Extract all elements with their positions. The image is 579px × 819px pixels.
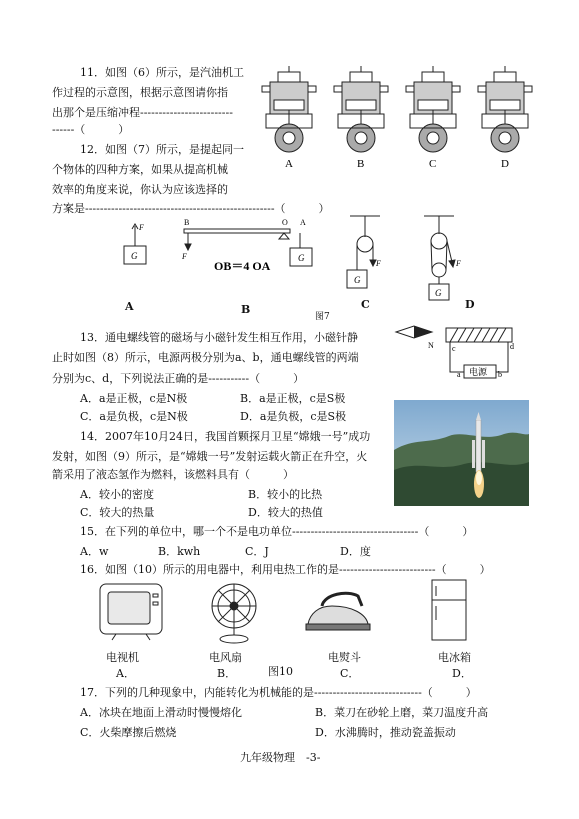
label-g-b: G (298, 253, 305, 263)
q15-option-a: A．w (80, 545, 109, 558)
fridge-drawing (432, 580, 466, 640)
appliances-figure (96, 578, 476, 646)
appliance-letter-c: C． (340, 667, 360, 680)
q14-option-b: B．较小的比热 (248, 488, 323, 501)
label-b-lever: B (184, 218, 190, 227)
solenoid-figure (392, 322, 526, 382)
rocket-launch-photo (394, 400, 529, 506)
label-f-d: F (456, 259, 461, 268)
q14-line-1: 14．2007年10月24日，我国首颗探月卫星“嫦娥一号”成功 (80, 430, 371, 443)
appliance-letter-b: B． (217, 667, 237, 680)
q13-option-c: C．a是负极，c是N极 (80, 410, 188, 423)
appliance-letter-d: D． (452, 667, 472, 680)
q14-option-c: C．较大的热量 (80, 506, 155, 519)
figure-7-caption: 图7 (315, 312, 330, 322)
q13-line-2: 止时如图（8）所示，电源两极分别为a、b，通电螺线管的两端 (52, 351, 359, 364)
q14-line-3: 箭采用了液态氢作为燃料，该燃料具有（ ） (52, 468, 294, 481)
q13-line-1: 13．通电螺线管的磁场与小磁针发生相互作用，小磁针静 (80, 331, 358, 344)
q17-option-a: A．冰块在地面上滑动时慢慢熔化 (80, 706, 242, 719)
lifting-schemes-figure (110, 212, 500, 320)
engine-label-a: A (285, 158, 293, 170)
q13-option-d: D．a是负极，c是S极 (240, 410, 347, 423)
tv-drawing (100, 584, 162, 640)
scheme-label-c: C (361, 298, 370, 311)
q13-option-b: B．a是正极，c是S极 (240, 392, 346, 405)
q12-line-3: 效率的角度来说，你认为应该选择的 (52, 183, 228, 196)
label-f-b: F (182, 252, 187, 261)
q12-line-1: 12．如图（7）所示，是提起同一 (80, 143, 244, 156)
appliance-label-fan: 电风扇 (209, 651, 242, 664)
q17-line: 17．下列的几种现象中，内能转化为机械能的是-----------------------------（ ） (80, 686, 477, 699)
label-a-pole: a (457, 370, 461, 379)
appliance-letter-a: A． (116, 667, 135, 680)
label-g-c: G (354, 275, 361, 285)
q15-option-d: D．度 (340, 545, 371, 558)
scheme-label-a: A (125, 300, 134, 313)
q15-option-c: C．J (245, 545, 269, 558)
power-source-label: 电源 (469, 367, 488, 377)
q11-line-3: 出那个是压缩冲程------------------------- (52, 106, 233, 119)
engine-strokes-figure (260, 66, 550, 170)
label-f-c: F (376, 259, 381, 268)
q15-option-b: B．kwh (158, 545, 201, 558)
figure-10-caption: 图10 (268, 665, 293, 678)
engine-label-d: D (501, 158, 509, 170)
q17-option-d: D．水沸腾时，推动瓷盖振动 (315, 726, 456, 739)
q14-line-2: 发射，如图（9）所示，是“嫦娥一号”发射运载火箭正在升空，火 (52, 450, 368, 463)
label-c: c (452, 344, 456, 353)
q11-line-1: 11．如图（6）所示，是汽油机工 (80, 66, 244, 79)
q13-option-a: A．a是正极，c是N极 (80, 392, 188, 405)
label-f-a: F (139, 223, 144, 232)
q12-line-4: 方案是---------------------------------------------------（ ） (52, 202, 330, 215)
label-d: d (510, 342, 514, 351)
q11-line-2: 作过程的示意图，根据示意图请你指 (52, 86, 228, 99)
label-b-pole: b (498, 370, 502, 379)
engine-label-b: B (357, 158, 365, 170)
appliance-label-iron: 电熨斗 (328, 651, 361, 664)
q14-option-a: A．较小的密度 (80, 488, 154, 501)
fan-drawing (212, 584, 256, 643)
label-o-lever: O (282, 218, 288, 227)
q13-line-3: 分别为c、d，下列说法正确的是-----------（ ） (52, 372, 305, 385)
scheme-label-b: B (241, 303, 251, 316)
q17-option-c: C．火柴摩擦后燃烧 (80, 726, 177, 739)
label-g-a: G (131, 251, 138, 261)
label-g-d: G (435, 288, 442, 298)
q17-option-b: B．菜刀在砂轮上磨，菜刀温度升高 (315, 706, 489, 719)
appliance-label-fridge: 电冰箱 (438, 651, 471, 664)
q11-line-4: ------（ ） (52, 123, 130, 136)
engine-label-c: C (429, 158, 437, 170)
q14-option-d: D．较大的热值 (248, 506, 323, 519)
label-n: N (428, 341, 434, 350)
page-footer: 九年级物理 -3- (240, 751, 321, 764)
scheme-c (347, 216, 380, 288)
scheme-label-d: D (465, 298, 475, 311)
q12-line-2: 个物体的四种方案，如果从提高机械 (52, 163, 228, 176)
q16-line: 16．如图（10）所示的用电器中，利用电热工作的是--------------------------（ ） (80, 563, 491, 576)
label-a-lever: A (300, 218, 306, 227)
lever-formula: OB＝4 OA (214, 259, 271, 273)
iron-drawing (306, 593, 370, 630)
q15-line: 15．在下列的单位中，哪一个不是电功单位----------------------------------（ ） (80, 525, 474, 538)
appliance-label-tv: 电视机 (106, 651, 139, 664)
